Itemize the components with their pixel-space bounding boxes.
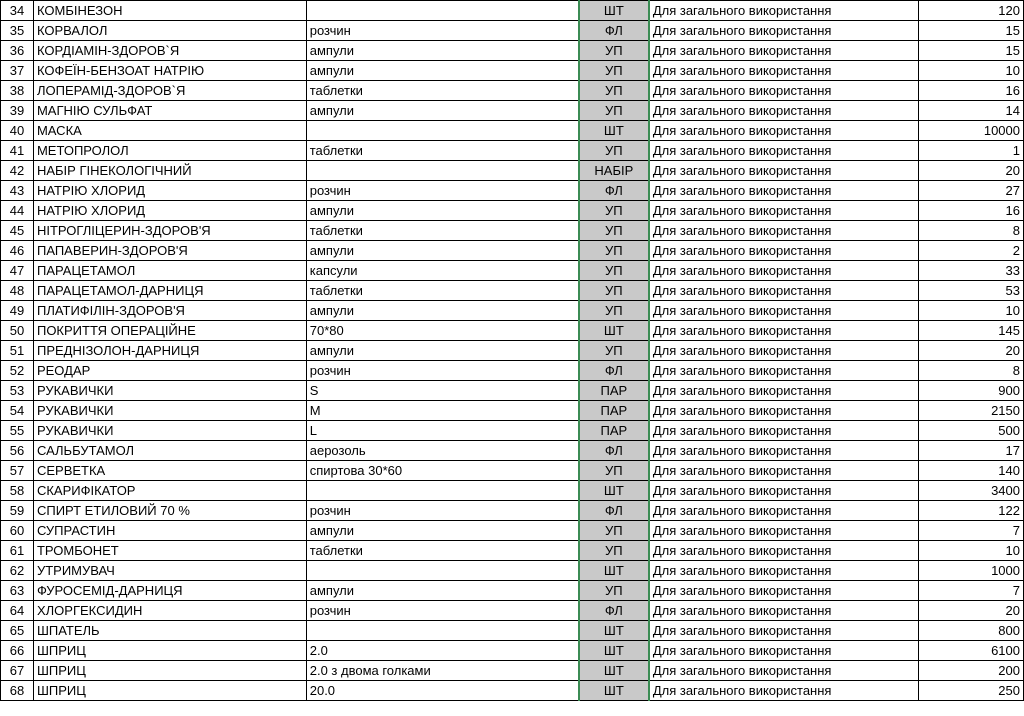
item-name-cell[interactable]: ШПРИЦ [33,641,306,661]
table-row [1,401,1024,421]
item-name-cell[interactable]: СПИРТ ЕТИЛОВИЙ 70 % [33,501,306,521]
item-form-cell[interactable]: 2.0 [306,641,579,661]
table-row [1,501,1024,521]
purpose-cell[interactable]: Для загального використання [649,601,919,621]
quantity-cell[interactable]: 2 [919,241,1024,261]
row-number-cell[interactable]: 52 [1,361,34,381]
item-form-cell[interactable]: ампули [306,521,579,541]
row-number-cell[interactable]: 35 [1,21,34,41]
item-form-cell[interactable]: ампули [306,581,579,601]
row-number-cell[interactable]: 44 [1,201,34,221]
purpose-cell[interactable]: Для загального використання [649,241,919,261]
table-row [1,21,1024,41]
quantity-cell[interactable]: 140 [919,461,1024,481]
item-form-cell[interactable] [306,621,579,641]
item-form-cell[interactable] [306,481,579,501]
unit-cell[interactable]: УП [579,81,649,101]
quantity-cell[interactable]: 14 [919,101,1024,121]
table-row [1,561,1024,581]
unit-cell[interactable]: УП [579,461,649,481]
item-name-cell[interactable]: СКАРИФІКАТОР [33,481,306,501]
table-row [1,1,1024,21]
item-name-cell[interactable]: ЛОПЕРАМІД-ЗДОРОВ`Я [33,81,306,101]
item-form-cell[interactable]: капсули [306,261,579,281]
item-form-cell[interactable]: таблетки [306,221,579,241]
quantity-cell[interactable]: 3400 [919,481,1024,501]
quantity-cell[interactable]: 120 [919,1,1024,21]
quantity-cell[interactable]: 27 [919,181,1024,201]
purpose-cell[interactable]: Для загального використання [649,181,919,201]
unit-cell[interactable]: УП [579,141,649,161]
table-row [1,41,1024,61]
quantity-cell[interactable]: 33 [919,261,1024,281]
item-name-cell[interactable]: КОРВАЛОЛ [33,21,306,41]
row-number-cell[interactable]: 50 [1,321,34,341]
item-name-cell[interactable]: ПРЕДНІЗОЛОН-ДАРНИЦЯ [33,341,306,361]
item-name-cell[interactable]: ШПАТЕЛЬ [33,621,306,641]
unit-cell[interactable]: ШТ [579,321,649,341]
item-form-cell[interactable]: S [306,381,579,401]
table-row [1,601,1024,621]
quantity-cell[interactable]: 10000 [919,121,1024,141]
purpose-cell[interactable]: Для загального використання [649,281,919,301]
item-form-cell[interactable] [306,161,579,181]
row-number-cell[interactable]: 65 [1,621,34,641]
table-row [1,141,1024,161]
purpose-cell[interactable]: Для загального використання [649,141,919,161]
unit-cell[interactable]: УП [579,201,649,221]
item-form-cell[interactable]: ампули [306,201,579,221]
table-row [1,521,1024,541]
table-row [1,181,1024,201]
unit-cell[interactable]: ШТ [579,121,649,141]
row-number-cell[interactable]: 40 [1,121,34,141]
unit-cell[interactable]: НАБІР [579,161,649,181]
item-form-cell[interactable]: ампули [306,61,579,81]
quantity-cell[interactable]: 500 [919,421,1024,441]
row-number-cell[interactable]: 63 [1,581,34,601]
item-form-cell[interactable]: ампули [306,101,579,121]
item-name-cell[interactable]: МАГНІЮ СУЛЬФАТ [33,101,306,121]
table-row [1,161,1024,181]
unit-cell[interactable]: УП [579,261,649,281]
unit-cell[interactable]: ШТ [579,1,649,21]
purpose-cell[interactable]: Для загального використання [649,321,919,341]
item-name-cell[interactable]: ХЛОРГЕКСИДИН [33,601,306,621]
table-row [1,461,1024,481]
unit-cell[interactable]: УП [579,541,649,561]
table-row [1,641,1024,661]
item-form-cell[interactable]: спиртова 30*60 [306,461,579,481]
item-form-cell[interactable]: розчин [306,181,579,201]
table-row [1,421,1024,441]
table-row [1,321,1024,341]
table-row [1,541,1024,561]
row-number-cell[interactable]: 53 [1,381,34,401]
row-number-cell[interactable]: 38 [1,81,34,101]
purpose-cell[interactable]: Для загального використання [649,201,919,221]
row-number-cell[interactable]: 64 [1,601,34,621]
unit-cell[interactable]: ФЛ [579,601,649,621]
row-number-cell[interactable]: 51 [1,341,34,361]
row-number-cell[interactable]: 60 [1,521,34,541]
row-number-cell[interactable]: 46 [1,241,34,261]
table-row [1,681,1024,701]
purpose-cell[interactable]: Для загального використання [649,101,919,121]
row-number-cell[interactable]: 42 [1,161,34,181]
row-number-cell[interactable]: 62 [1,561,34,581]
quantity-cell[interactable]: 10 [919,301,1024,321]
quantity-cell[interactable]: 8 [919,361,1024,381]
item-name-cell[interactable]: РУКАВИЧКИ [33,401,306,421]
unit-cell[interactable]: УП [579,41,649,61]
quantity-cell[interactable]: 200 [919,661,1024,681]
item-form-cell[interactable]: таблетки [306,541,579,561]
purpose-cell[interactable]: Для загального використання [649,621,919,641]
unit-cell[interactable]: ФЛ [579,181,649,201]
table-row [1,201,1024,221]
quantity-cell[interactable]: 10 [919,61,1024,81]
item-name-cell[interactable]: РУКАВИЧКИ [33,381,306,401]
table-row [1,121,1024,141]
item-form-cell[interactable]: ампули [306,241,579,261]
quantity-cell[interactable]: 20 [919,601,1024,621]
item-name-cell[interactable]: СЕРВЕТКА [33,461,306,481]
purpose-cell[interactable]: Для загального використання [649,1,919,21]
purpose-cell[interactable]: Для загального використання [649,641,919,661]
row-number-cell[interactable]: 68 [1,681,34,701]
item-form-cell[interactable] [306,1,579,21]
purpose-cell[interactable]: Для загального використання [649,21,919,41]
purpose-cell[interactable]: Для загального використання [649,421,919,441]
purpose-cell[interactable]: Для загального використання [649,441,919,461]
row-number-cell[interactable]: 41 [1,141,34,161]
purpose-cell[interactable]: Для загального використання [649,521,919,541]
row-number-cell[interactable]: 56 [1,441,34,461]
item-form-cell[interactable]: L [306,421,579,441]
item-name-cell[interactable]: ПАРАЦЕТАМОЛ-ДАРНИЦЯ [33,281,306,301]
row-number-cell[interactable]: 59 [1,501,34,521]
item-form-cell[interactable]: таблетки [306,141,579,161]
row-number-cell[interactable]: 55 [1,421,34,441]
unit-cell[interactable]: УП [579,61,649,81]
item-form-cell[interactable]: ампули [306,41,579,61]
unit-cell[interactable]: ШТ [579,641,649,661]
row-number-cell[interactable]: 34 [1,1,34,21]
item-name-cell[interactable]: МАСКА [33,121,306,141]
table-row [1,481,1024,501]
unit-cell[interactable]: ШТ [579,681,649,701]
unit-cell[interactable]: ШТ [579,621,649,641]
item-name-cell[interactable]: РУКАВИЧКИ [33,421,306,441]
unit-cell[interactable]: УП [579,101,649,121]
quantity-cell[interactable]: 53 [919,281,1024,301]
row-number-cell[interactable]: 49 [1,301,34,321]
table-row [1,381,1024,401]
purpose-cell[interactable]: Для загального використання [649,121,919,141]
item-form-cell[interactable] [306,561,579,581]
item-name-cell[interactable]: ПАПАВЕРИН-ЗДОРОВ'Я [33,241,306,261]
row-number-cell[interactable]: 39 [1,101,34,121]
quantity-cell[interactable]: 16 [919,201,1024,221]
unit-cell[interactable]: УП [579,221,649,241]
table-row [1,341,1024,361]
table-row [1,221,1024,241]
purpose-cell[interactable]: Для загального використання [649,581,919,601]
quantity-cell[interactable]: 250 [919,681,1024,701]
item-name-cell[interactable]: ПОКРИТТЯ ОПЕРАЦІЙНЕ [33,321,306,341]
item-name-cell[interactable]: ФУРОСЕМІД-ДАРНИЦЯ [33,581,306,601]
table-row [1,241,1024,261]
row-number-cell[interactable]: 47 [1,261,34,281]
item-form-cell[interactable]: 2.0 з двома голками [306,661,579,681]
table-row [1,81,1024,101]
row-number-cell[interactable]: 37 [1,61,34,81]
quantity-cell[interactable]: 7 [919,581,1024,601]
row-number-cell[interactable]: 66 [1,641,34,661]
row-number-cell[interactable]: 57 [1,461,34,481]
purpose-cell[interactable]: Для загального використання [649,261,919,281]
table-row [1,441,1024,461]
item-name-cell[interactable]: НАБІР ГІНЕКОЛОГІЧНИЙ [33,161,306,181]
item-name-cell[interactable]: СУПРАСТИН [33,521,306,541]
item-name-cell[interactable]: ПАРАЦЕТАМОЛ [33,261,306,281]
item-name-cell[interactable]: УТРИМУВАЧ [33,561,306,581]
table-row [1,581,1024,601]
purpose-cell[interactable]: Для загального використання [649,401,919,421]
purpose-cell[interactable]: Для загального використання [649,541,919,561]
purpose-cell[interactable]: Для загального використання [649,41,919,61]
row-number-cell[interactable]: 67 [1,661,34,681]
purpose-cell[interactable]: Для загального використання [649,381,919,401]
unit-cell[interactable]: ПАР [579,401,649,421]
row-number-cell[interactable]: 48 [1,281,34,301]
item-name-cell[interactable]: МЕТОПРОЛОЛ [33,141,306,161]
item-form-cell[interactable]: ампули [306,301,579,321]
item-form-cell[interactable]: ампули [306,341,579,361]
quantity-cell[interactable]: 20 [919,341,1024,361]
item-name-cell[interactable]: ПЛАТИФІЛІН-ЗДОРОВ'Я [33,301,306,321]
table-body [1,1,1024,701]
item-form-cell[interactable]: 20.0 [306,681,579,701]
item-form-cell[interactable]: розчин [306,601,579,621]
unit-cell[interactable]: ПАР [579,381,649,401]
unit-cell[interactable]: УП [579,581,649,601]
item-form-cell[interactable]: 70*80 [306,321,579,341]
item-name-cell[interactable]: ШПРИЦ [33,661,306,681]
purpose-cell[interactable]: Для загального використання [649,501,919,521]
table-row [1,281,1024,301]
item-form-cell[interactable]: аерозоль [306,441,579,461]
purpose-cell[interactable]: Для загального використання [649,81,919,101]
table-row [1,61,1024,81]
item-name-cell[interactable]: КОФЕЇН-БЕНЗОАТ НАТРІЮ [33,61,306,81]
quantity-cell[interactable]: 15 [919,41,1024,61]
quantity-cell[interactable]: 15 [919,21,1024,41]
unit-cell[interactable]: УП [579,341,649,361]
table-row [1,101,1024,121]
unit-cell[interactable]: УП [579,301,649,321]
unit-cell[interactable]: ШТ [579,481,649,501]
quantity-cell[interactable]: 122 [919,501,1024,521]
item-name-cell[interactable]: КОМБІНЕЗОН [33,1,306,21]
table-row [1,661,1024,681]
purpose-cell[interactable]: Для загального використання [649,561,919,581]
purpose-cell[interactable]: Для загального використання [649,361,919,381]
quantity-cell[interactable]: 7 [919,521,1024,541]
item-name-cell[interactable]: САЛЬБУТАМОЛ [33,441,306,461]
quantity-cell[interactable]: 145 [919,321,1024,341]
row-number-cell[interactable]: 58 [1,481,34,501]
item-form-cell[interactable]: розчин [306,361,579,381]
item-form-cell[interactable]: розчин [306,501,579,521]
purpose-cell[interactable]: Для загального використання [649,341,919,361]
unit-cell[interactable]: УП [579,241,649,261]
quantity-cell[interactable]: 16 [919,81,1024,101]
table-row [1,301,1024,321]
row-number-cell[interactable]: 45 [1,221,34,241]
item-form-cell[interactable]: таблетки [306,81,579,101]
item-form-cell[interactable]: розчин [306,21,579,41]
quantity-cell[interactable]: 6100 [919,641,1024,661]
purpose-cell[interactable]: Для загального використання [649,461,919,481]
item-name-cell[interactable]: ШПРИЦ [33,681,306,701]
unit-cell[interactable]: ФЛ [579,441,649,461]
unit-cell[interactable]: УП [579,521,649,541]
item-form-cell[interactable]: M [306,401,579,421]
row-number-cell[interactable]: 61 [1,541,34,561]
unit-cell[interactable]: ФЛ [579,21,649,41]
item-name-cell[interactable]: КОРДІАМІН-ЗДОРОВ`Я [33,41,306,61]
unit-cell[interactable]: ФЛ [579,361,649,381]
table-row [1,261,1024,281]
quantity-cell[interactable]: 20 [919,161,1024,181]
unit-cell[interactable]: УП [579,281,649,301]
quantity-cell[interactable]: 8 [919,221,1024,241]
purpose-cell[interactable]: Для загального використання [649,61,919,81]
purpose-cell[interactable]: Для загального використання [649,301,919,321]
quantity-cell[interactable]: 900 [919,381,1024,401]
item-name-cell[interactable]: РЕОДАР [33,361,306,381]
purpose-cell[interactable]: Для загального використання [649,661,919,681]
purpose-cell[interactable]: Для загального використання [649,161,919,181]
quantity-cell[interactable]: 10 [919,541,1024,561]
unit-cell[interactable]: ШТ [579,561,649,581]
quantity-cell[interactable]: 17 [919,441,1024,461]
quantity-cell[interactable]: 1000 [919,561,1024,581]
quantity-cell[interactable]: 1 [919,141,1024,161]
item-name-cell[interactable]: НАТРІЮ ХЛОРИД [33,181,306,201]
item-name-cell[interactable]: НАТРІЮ ХЛОРИД [33,201,306,221]
table-row [1,621,1024,641]
item-form-cell[interactable]: таблетки [306,281,579,301]
row-number-cell[interactable]: 43 [1,181,34,201]
quantity-cell[interactable]: 2150 [919,401,1024,421]
purpose-cell[interactable]: Для загального використання [649,481,919,501]
table-row [1,361,1024,381]
unit-cell[interactable]: ФЛ [579,501,649,521]
item-name-cell[interactable]: НІТРОГЛІЦЕРИН-ЗДОРОВ'Я [33,221,306,241]
row-number-cell[interactable]: 36 [1,41,34,61]
purpose-cell[interactable]: Для загального використання [649,221,919,241]
purpose-cell[interactable]: Для загального використання [649,681,919,701]
unit-cell[interactable]: ПАР [579,421,649,441]
unit-cell[interactable]: ШТ [579,661,649,681]
quantity-cell[interactable]: 800 [919,621,1024,641]
item-form-cell[interactable] [306,121,579,141]
row-number-cell[interactable]: 54 [1,401,34,421]
item-name-cell[interactable]: ТРОМБОНЕТ [33,541,306,561]
